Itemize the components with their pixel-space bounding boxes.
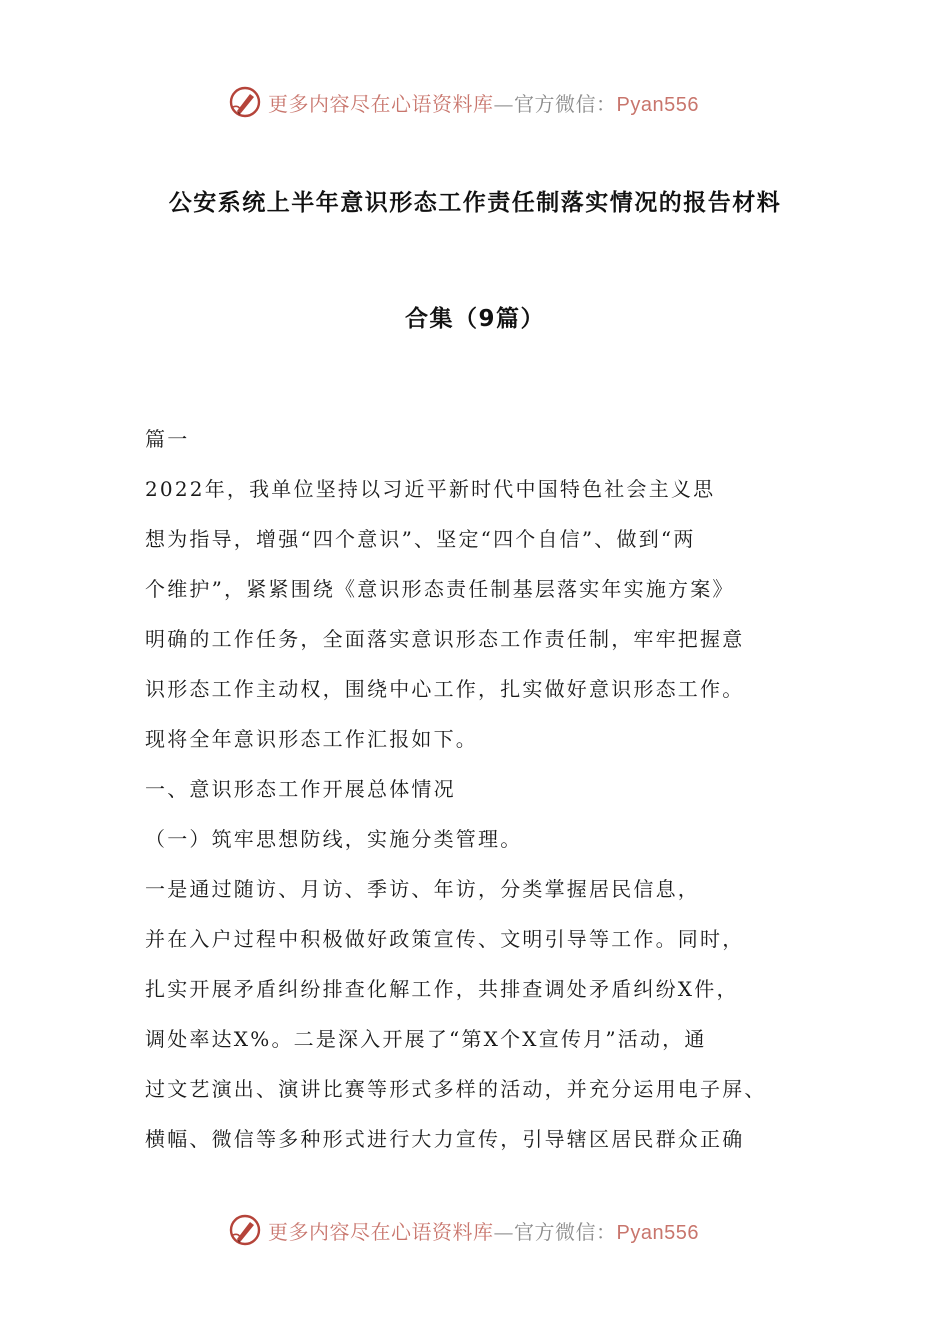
watermark-main-text: 更多内容尽在心语资料库 [268,91,494,116]
body-line: 过文艺演出、演讲比赛等形式多样的活动，并充分运用电子屏、 [145,1077,767,1101]
body-line: （一）筑牢思想防线，实施分类管理。 [145,827,523,851]
body-line: 明确的工作任务，全面落实意识形态工作责任制，牢牢把握意 [145,627,745,651]
watermark-footer [228,1210,728,1250]
watermark-sub-text: 官方微信： [514,1219,617,1244]
body-line: 横幅、微信等多种形式进行大力宣传，引导辖区居民群众正确 [145,1127,745,1151]
body-line: 一是通过随访、月访、季访、年访，分类掌握居民信息， [145,877,700,901]
document-title-line2: 合集（9篇） [404,306,545,332]
document-body [145,424,785,1174]
pen-circle-logo-icon [228,1213,262,1247]
body-line: 并在入户过程中积极做好政策宣传、文明引导等工作。同时， [145,927,745,951]
body-line: 一、意识形态工作开展总体情况 [145,777,456,801]
body-line: 篇一 [145,427,190,451]
body-line: 2022年，我单位坚持以习近平新时代中国特色社会主义思 [145,477,716,501]
body-line: 识形态工作主动权，围绕中心工作，扎实做好意识形态工作。 [145,677,745,701]
watermark-sub-text: 官方微信： [514,91,617,116]
body-line: 个维护”，紧紧围绕《意识形态责任制基层落实年实施方案》 [145,577,735,601]
body-line: 想为指导，增强“四个意识”、坚定“四个自信”、做到“两 [145,527,696,551]
document-title-line1: 公安系统上半年意识形态工作责任制落实情况的报告材料 [168,190,782,216]
watermark-id: Pyan556 [616,93,699,116]
pen-circle-logo-icon [228,85,262,119]
watermark-text [268,1216,699,1245]
watermark-id: Pyan556 [616,1221,699,1244]
body-line: 调处率达X%。二是深入开展了“第X个X宣传月”活动，通 [145,1027,707,1051]
watermark-separator: — [493,91,514,116]
body-line: 现将全年意识形态工作汇报如下。 [145,727,478,751]
watermark-header [228,82,728,122]
body-line: 扎实开展矛盾纠纷排查化解工作，共排查调处矛盾纠纷X件， [145,977,739,1001]
watermark-separator: — [493,1219,514,1244]
watermark-text [268,88,699,117]
watermark-main-text: 更多内容尽在心语资料库 [268,1219,494,1244]
